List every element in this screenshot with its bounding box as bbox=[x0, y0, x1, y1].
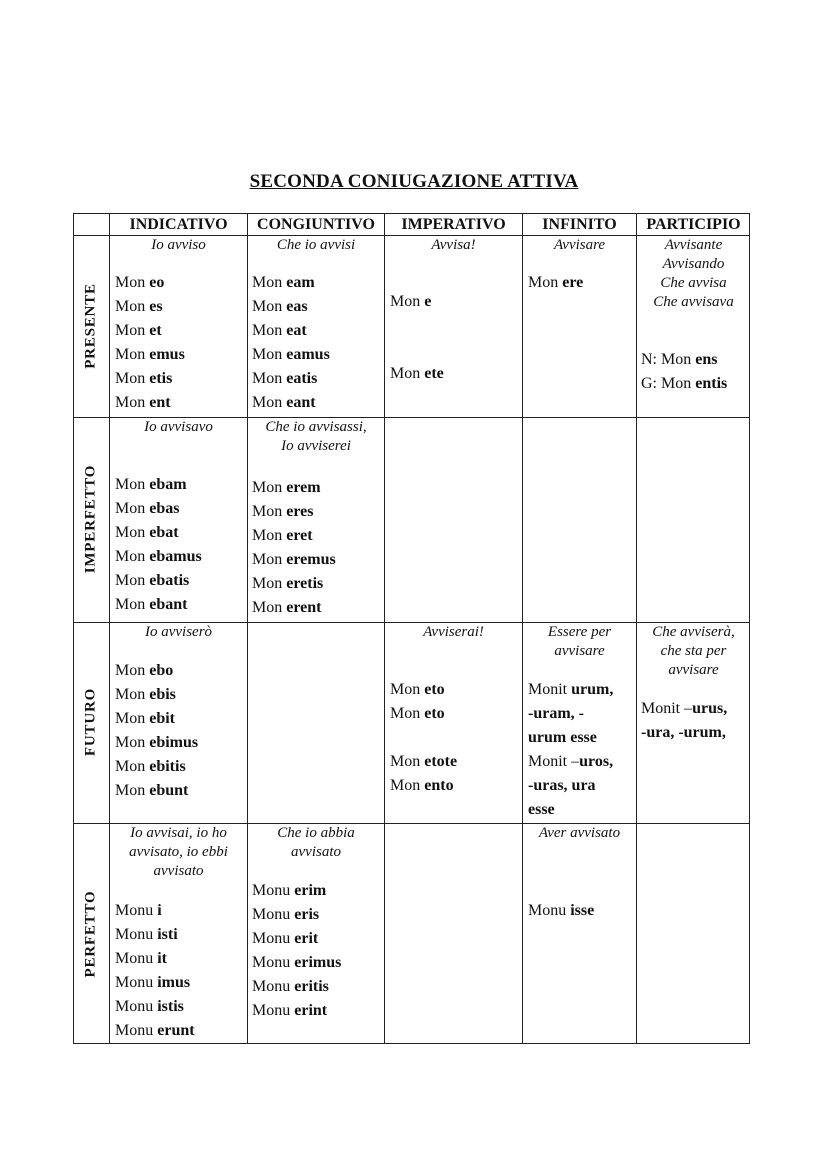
futuro-infinito-translation: avvisare bbox=[554, 643, 605, 659]
futuro-participio-translation: che sta per bbox=[660, 643, 727, 659]
presente-infinito-form: Mon ere bbox=[528, 274, 584, 291]
tense-imperfetto: IMPERFETTO bbox=[82, 464, 99, 574]
perfetto-indicativo-translation: avvisato bbox=[153, 863, 204, 879]
perfetto-indicativo-form: Monu istis bbox=[115, 998, 184, 1015]
futuro-indicativo-form: Mon ebunt bbox=[115, 782, 189, 799]
presente-congiuntivo-form: Mon eat bbox=[252, 322, 307, 339]
imperfetto-congiuntivo-form: Mon erem bbox=[252, 479, 321, 496]
imperfetto-congiuntivo-form: Mon eres bbox=[252, 503, 314, 520]
presente-participio-translation: Che avvisava bbox=[653, 294, 734, 310]
presente-congiuntivo-translation: Che io avvisi bbox=[276, 237, 356, 253]
presente-participio-form: N: Mon ens bbox=[641, 351, 718, 368]
perfetto-congiuntivo-form: Monu erit bbox=[252, 930, 319, 947]
presente-congiuntivo-form: Mon eatis bbox=[252, 370, 318, 387]
futuro-indicativo-form: Mon ebit bbox=[115, 710, 176, 727]
presente-infinito-translation: Avvisare bbox=[553, 237, 606, 253]
imperfetto-congiuntivo-translation: Che io avvisassi, bbox=[265, 419, 367, 435]
futuro-participio-translation: avvisare bbox=[668, 662, 719, 678]
imperfetto-congiuntivo-form: Mon eretis bbox=[252, 575, 324, 592]
futuro-indicativo-form: Mon ebo bbox=[115, 662, 174, 679]
tense-futuro: FUTURO bbox=[82, 687, 99, 757]
futuro-infinito-translation: Essere per bbox=[547, 624, 612, 640]
presente-congiuntivo-form: Mon eas bbox=[252, 298, 308, 315]
perfetto-congiuntivo-form: Monu erim bbox=[252, 882, 327, 899]
perfetto-indicativo-translation: Io avvisai, io ho bbox=[130, 825, 227, 841]
perfetto-congiuntivo-form: Monu eris bbox=[252, 906, 320, 923]
perfetto-infinito-translation: Aver avvisato bbox=[538, 825, 621, 841]
imperfetto-congiuntivo-form: Mon eremus bbox=[252, 551, 336, 568]
perfetto-indicativo-form: Monu isti bbox=[115, 926, 178, 943]
futuro-imperativo-form: Mon eto bbox=[390, 705, 445, 722]
perfetto-infinito-form: Monu isse bbox=[528, 902, 595, 919]
futuro-infinito-form: Monit –uros, bbox=[528, 753, 614, 770]
imperfetto-congiuntivo-form: Mon eret bbox=[252, 527, 313, 544]
imperfetto-indicativo-form: Mon ebamus bbox=[115, 548, 202, 565]
imperfetto-indicativo-form: Mon ebatis bbox=[115, 572, 190, 589]
presente-imperativo-form: Mon ete bbox=[390, 365, 444, 382]
header-indicativo: INDICATIVO bbox=[129, 216, 228, 233]
presente-indicativo-form: Mon etis bbox=[115, 370, 173, 387]
futuro-imperativo-translation: Avviserai! bbox=[423, 624, 484, 640]
futuro-participio-form: Monit –urus, bbox=[641, 700, 728, 717]
perfetto-congiuntivo-form: Monu erint bbox=[252, 1002, 328, 1019]
imperfetto-congiuntivo-translation: Io avviserei bbox=[281, 438, 351, 454]
presente-indicativo-form: Mon et bbox=[115, 322, 162, 339]
perfetto-congiuntivo-form: Monu erimus bbox=[252, 954, 342, 971]
perfetto-indicativo-translation: avvisato, io ebbi bbox=[129, 844, 228, 860]
futuro-imperativo-form: Mon eto bbox=[390, 681, 445, 698]
futuro-indicativo-form: Mon ebis bbox=[115, 686, 176, 703]
imperfetto-indicativo-form: Mon ebat bbox=[115, 524, 179, 541]
presente-participio-form: G: Mon entis bbox=[641, 375, 728, 392]
presente-congiuntivo-form: Mon eamus bbox=[252, 346, 330, 363]
futuro-indicativo-translation: Io avviserò bbox=[144, 624, 213, 640]
perfetto-congiuntivo-translation: Che io abbia bbox=[277, 825, 355, 841]
page-title: SECONDA CONIUGAZIONE ATTIVA bbox=[249, 171, 579, 192]
futuro-infinito-form: urum esse bbox=[528, 729, 597, 746]
presente-indicativo-form: Mon es bbox=[115, 298, 163, 315]
presente-imperativo-form: Mon e bbox=[390, 293, 432, 310]
futuro-indicativo-form: Mon ebitis bbox=[115, 758, 186, 775]
imperfetto-indicativo-translation: Io avvisavo bbox=[144, 419, 213, 435]
presente-indicativo-form: Mon eo bbox=[115, 274, 165, 291]
perfetto-indicativo-form: Monu it bbox=[115, 950, 168, 967]
presente-imperativo-translation: Avvisa! bbox=[431, 237, 476, 253]
presente-participio-translation: Avvisante bbox=[664, 237, 723, 253]
tense-presente: PRESENTE bbox=[82, 283, 99, 369]
perfetto-congiuntivo-form: Monu eritis bbox=[252, 978, 329, 995]
futuro-infinito-form: Monit urum, bbox=[528, 681, 614, 698]
perfetto-indicativo-form: Monu i bbox=[115, 902, 162, 919]
perfetto-indicativo-form: Monu imus bbox=[115, 974, 191, 991]
header-participio: PARTICIPIO bbox=[646, 216, 741, 233]
futuro-participio-form: -ura, -urum, bbox=[641, 724, 726, 741]
presente-indicativo-form: Mon ent bbox=[115, 394, 171, 411]
header-infinito: INFINITO bbox=[542, 216, 617, 233]
perfetto-indicativo-form: Monu erunt bbox=[115, 1022, 195, 1039]
futuro-imperativo-form: Mon etote bbox=[390, 753, 458, 770]
tense-perfetto: PERFETTO bbox=[82, 890, 99, 978]
presente-participio-translation: Che avvisa bbox=[660, 275, 727, 291]
futuro-infinito-form: esse bbox=[528, 801, 555, 818]
futuro-imperativo-form: Mon ento bbox=[390, 777, 454, 794]
presente-congiuntivo-form: Mon eam bbox=[252, 274, 315, 291]
presente-indicativo-translation: Io avviso bbox=[151, 237, 206, 253]
header-congiuntivo: CONGIUNTIVO bbox=[257, 216, 375, 233]
presente-participio-translation: Avvisando bbox=[662, 256, 725, 272]
futuro-infinito-form: -uram, - bbox=[528, 705, 584, 722]
imperfetto-indicativo-form: Mon ebam bbox=[115, 476, 187, 493]
imperfetto-indicativo-form: Mon ebant bbox=[115, 596, 188, 613]
conjugation-table bbox=[73, 213, 750, 1044]
perfetto-congiuntivo-translation: avvisato bbox=[291, 844, 341, 860]
imperfetto-congiuntivo-form: Mon erent bbox=[252, 599, 322, 616]
presente-congiuntivo-form: Mon eant bbox=[252, 394, 316, 411]
futuro-participio-translation: Che avviserà, bbox=[652, 624, 735, 640]
imperfetto-indicativo-form: Mon ebas bbox=[115, 500, 180, 517]
header-imperativo: IMPERATIVO bbox=[401, 216, 506, 233]
futuro-infinito-form: -uras, ura bbox=[528, 777, 596, 794]
futuro-indicativo-form: Mon ebimus bbox=[115, 734, 199, 751]
presente-indicativo-form: Mon emus bbox=[115, 346, 185, 363]
